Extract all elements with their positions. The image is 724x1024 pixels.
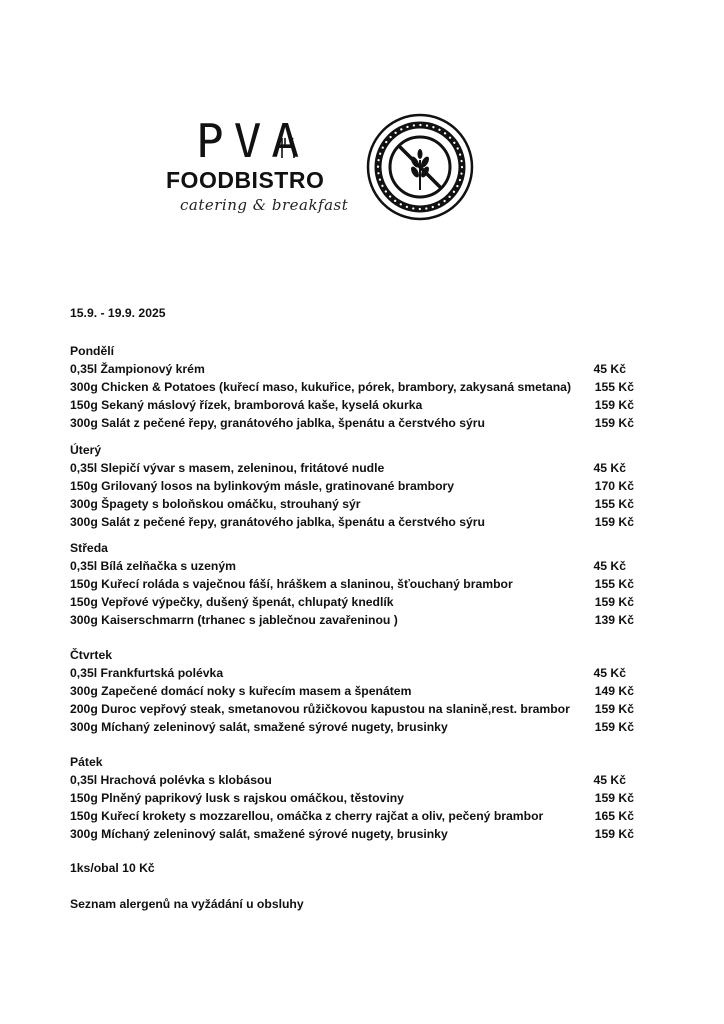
menu-item: 0,35l Bílá zelňačka s uzeným 45 Kč xyxy=(70,559,626,573)
day-name: Pondělí xyxy=(70,344,115,358)
menu-item: 0,35l Slepičí vývar s masem, zeleninou, fritátové nudle 45 Kč xyxy=(70,461,626,475)
gluten-free-badge-icon xyxy=(365,112,475,222)
menu-item: 150g Kuřecí roláda s vaječnou fáší, hráškem a slaninou, šťouchaný brambor 155 Kč xyxy=(70,577,634,591)
logo-area xyxy=(160,112,490,222)
menu-item: 300g Salát z pečené řepy, granátového jablka, špenátu a čerstvého sýru 159 Kč xyxy=(70,416,634,430)
packaging-note: 1ks/obal 10 Kč xyxy=(70,861,155,875)
menu-item: 150g Kuřecí krokety s mozzarellou, omáčka z cherry rajčat a oliv, pečený brambor 165 Kč xyxy=(70,809,634,823)
menu-item: 300g Míchaný zeleninový salát, smažené sýrové nugety, brusinky 159 Kč xyxy=(70,720,634,734)
day-name: Čtvrtek xyxy=(70,648,112,662)
allergen-note: Seznam alergenů na vyžádání u obsluhy xyxy=(70,897,304,911)
menu-item: 150g Plněný paprikový lusk s rajskou omáčkou, těstoviny 159 Kč xyxy=(70,791,634,805)
logo-name: FOODBISTRO xyxy=(166,167,325,193)
menu-item: 300g Špagety s boloňskou omáčku, strouhaný sýr 155 Kč xyxy=(70,497,634,511)
logo-tagline: catering & breakfast xyxy=(180,196,349,214)
menu-item: 0,35l Hrachová polévka s klobásou 45 Kč xyxy=(70,773,626,787)
menu-item: 300g Míchaný zeleninový salát, smažené sýrové nugety, brusinky 159 Kč xyxy=(70,827,634,841)
date-range: 15.9. - 19.9. 2025 xyxy=(70,306,166,320)
day-friday xyxy=(70,753,636,843)
menu-item: 150g Grilovaný losos na bylinkovým másle, gratinované brambory 170 Kč xyxy=(70,479,634,493)
menu-item: 300g Kaiserschmarrn (trhanec s jablečnou zavařeninou ) 139 Kč xyxy=(70,613,634,627)
day-name: Úterý xyxy=(70,443,102,457)
menu-item: 300g Zapečené domácí noky s kuřecím masem a špenátem 149 Kč xyxy=(70,684,634,698)
day-thursday xyxy=(70,646,636,736)
day-name: Pátek xyxy=(70,755,103,769)
logo-wordmark: PVA xyxy=(196,114,310,168)
menu-item: 150g Vepřové výpečky, dušený špenát, chlupatý knedlík 159 Kč xyxy=(70,595,634,609)
fork-knife-icon xyxy=(276,136,300,160)
menu-item: 0,35l Frankfurtská polévka 45 Kč xyxy=(70,666,626,680)
menu-item: 300g Salát z pečené řepy, granátového jablka, špenátu a čerstvého sýru 159 Kč xyxy=(70,515,634,529)
menu-item: 150g Sekaný máslový řízek, bramborová kaše, kyselá okurka 159 Kč xyxy=(70,398,634,412)
day-tuesday xyxy=(70,441,636,531)
day-name: Středa xyxy=(70,541,108,555)
menu-item: 300g Chicken & Potatoes (kuřecí maso, kukuřice, pórek, brambory, zakysaná smetana) 155 Kč xyxy=(70,380,634,394)
day-wednesday xyxy=(70,539,636,629)
day-monday xyxy=(70,342,636,432)
menu-item: 0,35l Žampionový krém 45 Kč xyxy=(70,362,626,376)
menu-item: 200g Duroc vepřový steak, smetanovou růžičkovou kapustou na slanině,rest. brambor 159 Kč xyxy=(70,702,634,716)
